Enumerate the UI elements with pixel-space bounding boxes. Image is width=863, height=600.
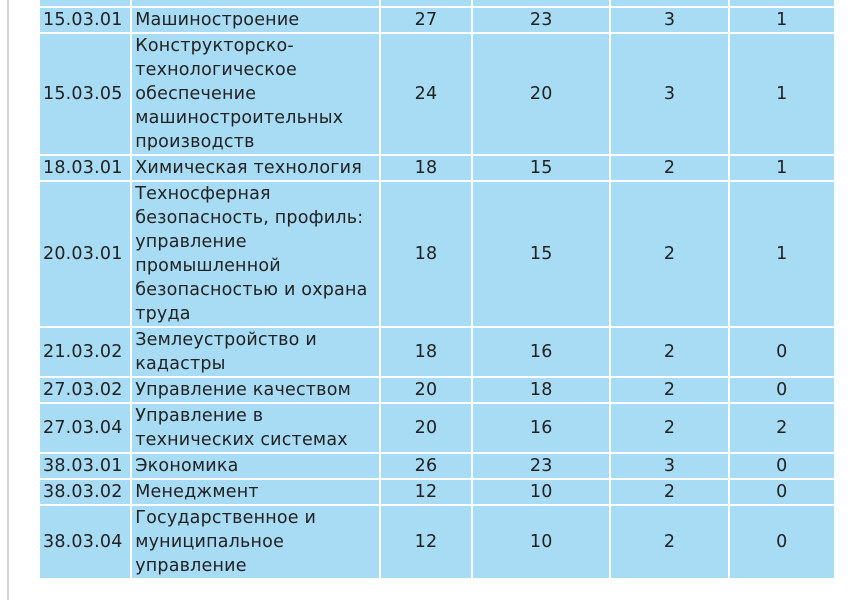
- table-row: [40, 454, 834, 478]
- cell-value-1: 18: [381, 328, 471, 376]
- cell-value-2: 23: [473, 8, 609, 32]
- cell-value-4: [730, 0, 834, 6]
- cell-code: 27.03.02: [40, 378, 130, 402]
- cell-value-2: 15: [473, 182, 609, 326]
- cell-code: 20.03.01: [40, 182, 130, 326]
- cell-value-3: 2: [611, 404, 727, 452]
- cell-value-4: 1: [730, 156, 834, 180]
- cell-name: Конструкторско-технологическое обеспечение машиностроительных производств: [132, 34, 379, 154]
- cell-value-1: 12: [381, 480, 471, 504]
- cell-value-3: 2: [611, 506, 727, 578]
- cell-value-2: 16: [473, 328, 609, 376]
- cell-value-1: 20: [381, 404, 471, 452]
- cell-name: Химическая технология: [132, 156, 379, 180]
- cell-value-1: 12: [381, 506, 471, 578]
- cell-value-2: 23: [473, 454, 609, 478]
- cell-value-1: [381, 0, 471, 6]
- table-row: [40, 480, 834, 504]
- cell-value-4: 0: [730, 328, 834, 376]
- programs-table: [38, 0, 836, 580]
- cell-code: 38.03.01: [40, 454, 130, 478]
- cell-value-3: 2: [611, 328, 727, 376]
- cell-name: Менеджмент: [132, 480, 379, 504]
- cell-name: Управление в технических системах: [132, 404, 379, 452]
- table-row: [40, 8, 834, 32]
- cell-value-3: 3: [611, 454, 727, 478]
- table-row: [40, 34, 834, 154]
- cell-value-3: 2: [611, 182, 727, 326]
- cell-value-3: 2: [611, 156, 727, 180]
- cell-code: [40, 0, 130, 6]
- cell-value-2: [473, 0, 609, 6]
- cell-value-3: 3: [611, 34, 727, 154]
- cell-value-4: 1: [730, 8, 834, 32]
- cell-code: 18.03.01: [40, 156, 130, 180]
- cell-value-2: 10: [473, 480, 609, 504]
- cell-name: Машиностроение: [132, 8, 379, 32]
- cell-value-2: 15: [473, 156, 609, 180]
- cell-value-4: 1: [730, 182, 834, 326]
- cell-value-3: 3: [611, 8, 727, 32]
- table-row: [40, 328, 834, 376]
- cell-value-3: 2: [611, 480, 727, 504]
- table-row: [40, 156, 834, 180]
- cell-value-3: [611, 0, 727, 6]
- page-left-border: [7, 0, 9, 600]
- cell-code: 15.03.01: [40, 8, 130, 32]
- cell-code: 21.03.02: [40, 328, 130, 376]
- cell-name: Управление качеством: [132, 378, 379, 402]
- table-row: [40, 378, 834, 402]
- cell-value-4: 0: [730, 378, 834, 402]
- cell-value-4: 0: [730, 480, 834, 504]
- cell-value-1: 18: [381, 182, 471, 326]
- cell-value-2: 10: [473, 506, 609, 578]
- cell-name: Государственное и муниципальное управление: [132, 506, 379, 578]
- cell-value-4: 0: [730, 454, 834, 478]
- table-row: [40, 506, 834, 578]
- table-row: [40, 182, 834, 326]
- cell-code: 38.03.02: [40, 480, 130, 504]
- cell-code: 38.03.04: [40, 506, 130, 578]
- table-row: [40, 0, 834, 6]
- cell-value-2: 18: [473, 378, 609, 402]
- cell-value-4: 1: [730, 34, 834, 154]
- cell-value-1: 20: [381, 378, 471, 402]
- cell-value-1: 26: [381, 454, 471, 478]
- cell-value-2: 20: [473, 34, 609, 154]
- cell-code: 27.03.04: [40, 404, 130, 452]
- cell-name: Техносферная безопасность, профиль: управление промышленной безопасностью и охрана труда: [132, 182, 379, 326]
- cell-value-4: 2: [730, 404, 834, 452]
- cell-name: Экономика: [132, 454, 379, 478]
- cell-name: [132, 0, 379, 6]
- cell-value-1: 18: [381, 156, 471, 180]
- table-row: [40, 404, 834, 452]
- cell-code: 15.03.05: [40, 34, 130, 154]
- cell-value-3: 2: [611, 378, 727, 402]
- cell-value-1: 24: [381, 34, 471, 154]
- cell-value-2: 16: [473, 404, 609, 452]
- cell-value-4: 0: [730, 506, 834, 578]
- cell-value-1: 27: [381, 8, 471, 32]
- cell-name: Землеустройство и кадастры: [132, 328, 379, 376]
